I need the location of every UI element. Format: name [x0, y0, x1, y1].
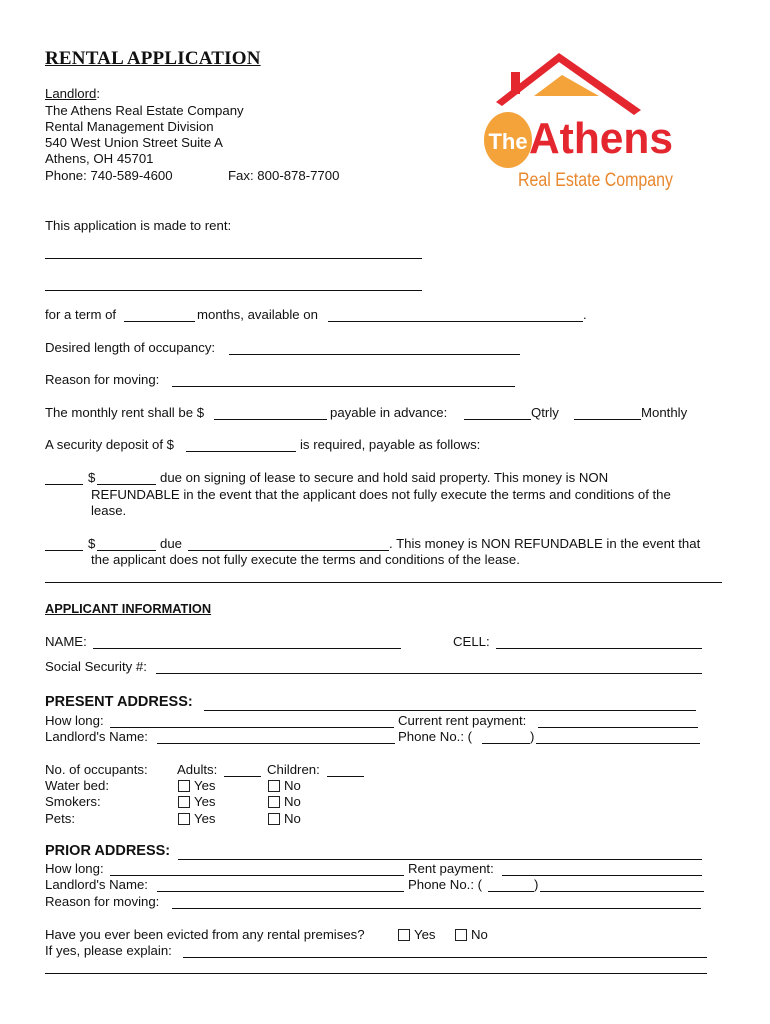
- adults-field[interactable]: [224, 776, 261, 777]
- logo-the-text: The: [488, 129, 528, 154]
- prior-phone-label: Phone No.: (: [408, 877, 483, 892]
- explain-field[interactable]: [183, 957, 707, 958]
- present-how-long-field[interactable]: [110, 727, 394, 728]
- landlord-phone: Phone: 740-589-4600: [45, 168, 173, 183]
- present-phone-label: Phone No.: (: [398, 729, 473, 744]
- children-label: Children:: [267, 762, 320, 777]
- payment1-line2: REFUNDABLE in the event that the applicant does not fully execute the terms and conditions of the: [91, 487, 671, 502]
- landlord-company: The Athens Real Estate Company: [45, 103, 244, 118]
- present-phone-close: ): [530, 729, 535, 744]
- evicted-no-label: No: [471, 927, 488, 942]
- occupancy-label: Desired length of occupancy:: [45, 340, 216, 355]
- smokers-yes-label: Yes: [194, 794, 216, 809]
- term-prefix: for a term of: [45, 307, 117, 322]
- cell-field[interactable]: [496, 648, 702, 649]
- payment1-dollar: $: [88, 470, 96, 485]
- payment2-line2: the applicant does not fully execute the terms and conditions of the lease.: [91, 552, 520, 567]
- present-address-field[interactable]: [204, 710, 696, 711]
- reason-field[interactable]: [172, 386, 515, 387]
- present-phone-area-field[interactable]: [482, 743, 530, 744]
- payment1-check-field[interactable]: [45, 484, 83, 485]
- landlord-colon: :: [96, 86, 100, 101]
- prior-landlord-field[interactable]: [157, 891, 404, 892]
- deposit-field[interactable]: [186, 451, 296, 452]
- available-date-field[interactable]: [328, 321, 583, 322]
- smokers-no[interactable]: [268, 794, 301, 809]
- property-line-2[interactable]: [45, 290, 422, 291]
- pets-no-checkbox[interactable]: [268, 813, 280, 825]
- landlord-city: Athens, OH 45701: [45, 151, 154, 166]
- prior-how-long-field[interactable]: [110, 875, 404, 876]
- payment1-line3: lease.: [91, 503, 127, 518]
- evicted-yes-label: Yes: [414, 927, 436, 942]
- landlord-label: Landlord: [45, 86, 97, 101]
- occupants-label: No. of occupants:: [45, 762, 148, 777]
- term-mid: months, available on: [197, 307, 318, 322]
- qtrly-field[interactable]: [464, 419, 531, 420]
- qtrly-label: Qtrly: [531, 405, 559, 420]
- water-bed-no[interactable]: [268, 778, 301, 793]
- prior-rent-field[interactable]: [502, 875, 702, 876]
- water-bed-yes-checkbox[interactable]: [178, 780, 190, 792]
- term-end: .: [583, 307, 587, 322]
- water-bed-yes-label: Yes: [194, 778, 216, 793]
- water-bed-yes[interactable]: [178, 778, 216, 793]
- payment2-dollar: $: [88, 536, 96, 551]
- deposit-suffix: is required, payable as follows:: [300, 437, 481, 452]
- payment2-due-date-field[interactable]: [188, 550, 389, 551]
- payment1-amount-field[interactable]: [97, 484, 156, 485]
- athens-logo: [474, 48, 679, 196]
- pets-yes-label: Yes: [194, 811, 216, 826]
- prior-how-long-label: How long:: [45, 861, 104, 876]
- cell-label: CELL:: [453, 634, 490, 649]
- landlord-division: Rental Management Division: [45, 119, 214, 134]
- present-address-heading: PRESENT ADDRESS:: [45, 694, 193, 710]
- term-months-field[interactable]: [124, 321, 195, 322]
- page-title: RENTAL APPLICATION: [45, 48, 261, 69]
- logo-athens-text: Athens: [529, 114, 673, 163]
- water-bed-no-label: No: [284, 778, 301, 793]
- current-rent-label: Current rent payment:: [398, 713, 527, 728]
- present-landlord-field[interactable]: [157, 743, 395, 744]
- adults-label: Adults:: [177, 762, 218, 777]
- prior-address-heading: PRIOR ADDRESS:: [45, 843, 171, 859]
- water-bed-no-checkbox[interactable]: [268, 780, 280, 792]
- explain-label: If yes, please explain:: [45, 943, 172, 958]
- ssn-label: Social Security #:: [45, 659, 147, 674]
- pets-no-label: No: [284, 811, 301, 826]
- smokers-label: Smokers:: [45, 794, 101, 809]
- payment2-amount-field[interactable]: [97, 550, 156, 551]
- smokers-no-label: No: [284, 794, 301, 809]
- monthly-rent-field[interactable]: [214, 419, 327, 420]
- present-landlord-label: Landlord's Name:: [45, 729, 148, 744]
- rent-prefix: The monthly rent shall be $: [45, 405, 205, 420]
- property-line-1[interactable]: [45, 258, 422, 259]
- smokers-yes-checkbox[interactable]: [178, 796, 190, 808]
- pets-no[interactable]: [268, 811, 301, 826]
- pets-yes-checkbox[interactable]: [178, 813, 190, 825]
- landlord-fax: Fax: 800-878-7700: [228, 168, 340, 183]
- landlord-heading: [45, 86, 100, 101]
- evicted-yes[interactable]: [398, 927, 436, 942]
- explain-field-2[interactable]: [45, 973, 707, 974]
- prior-reason-label: Reason for moving:: [45, 894, 160, 909]
- ssn-field[interactable]: [156, 673, 702, 674]
- deposit-prefix: A security deposit of $: [45, 437, 175, 452]
- prior-phone-field[interactable]: [540, 891, 704, 892]
- payment2-rest: . This money is NON REFUNDABLE in the event that: [389, 536, 701, 551]
- water-bed-label: Water bed:: [45, 778, 110, 793]
- prior-phone-area-field[interactable]: [488, 891, 534, 892]
- prior-address-field[interactable]: [178, 859, 702, 860]
- children-field[interactable]: [327, 776, 364, 777]
- logo-chimney: [511, 72, 520, 94]
- present-phone-field[interactable]: [536, 743, 700, 744]
- payment1-line1: due on signing of lease to secure and hold said property. This money is NON: [160, 470, 609, 485]
- prior-rent-label: Rent payment:: [408, 861, 494, 876]
- name-field[interactable]: [93, 648, 401, 649]
- evicted-yes-checkbox[interactable]: [398, 929, 410, 941]
- evicted-question: Have you ever been evicted from any rental premises?: [45, 927, 365, 942]
- section-divider: [45, 582, 722, 583]
- monthly-label: Monthly: [641, 405, 688, 420]
- name-label: NAME:: [45, 634, 87, 649]
- rent-intro: This application is made to rent:: [45, 218, 232, 233]
- smokers-yes[interactable]: [178, 794, 216, 809]
- monthly-field[interactable]: [574, 419, 641, 420]
- occupancy-field[interactable]: [229, 354, 520, 355]
- pets-yes[interactable]: [178, 811, 216, 826]
- applicant-heading: APPLICANT INFORMATION: [45, 601, 212, 616]
- payment2-check-field[interactable]: [45, 550, 83, 551]
- prior-landlord-label: Landlord's Name:: [45, 877, 148, 892]
- prior-reason-field[interactable]: [172, 908, 701, 909]
- rent-mid: payable in advance:: [330, 405, 448, 420]
- logo-tagline: Real Estate Company: [518, 170, 674, 191]
- present-how-long-label: How long:: [45, 713, 104, 728]
- pets-label: Pets:: [45, 811, 76, 826]
- evicted-no-checkbox[interactable]: [455, 929, 467, 941]
- smokers-no-checkbox[interactable]: [268, 796, 280, 808]
- payment2-due: due: [160, 536, 183, 551]
- landlord-street: 540 West Union Street Suite A: [45, 135, 223, 150]
- evicted-no[interactable]: [455, 927, 488, 942]
- prior-phone-close: ): [534, 877, 539, 892]
- reason-label: Reason for moving:: [45, 372, 160, 387]
- current-rent-field[interactable]: [538, 727, 698, 728]
